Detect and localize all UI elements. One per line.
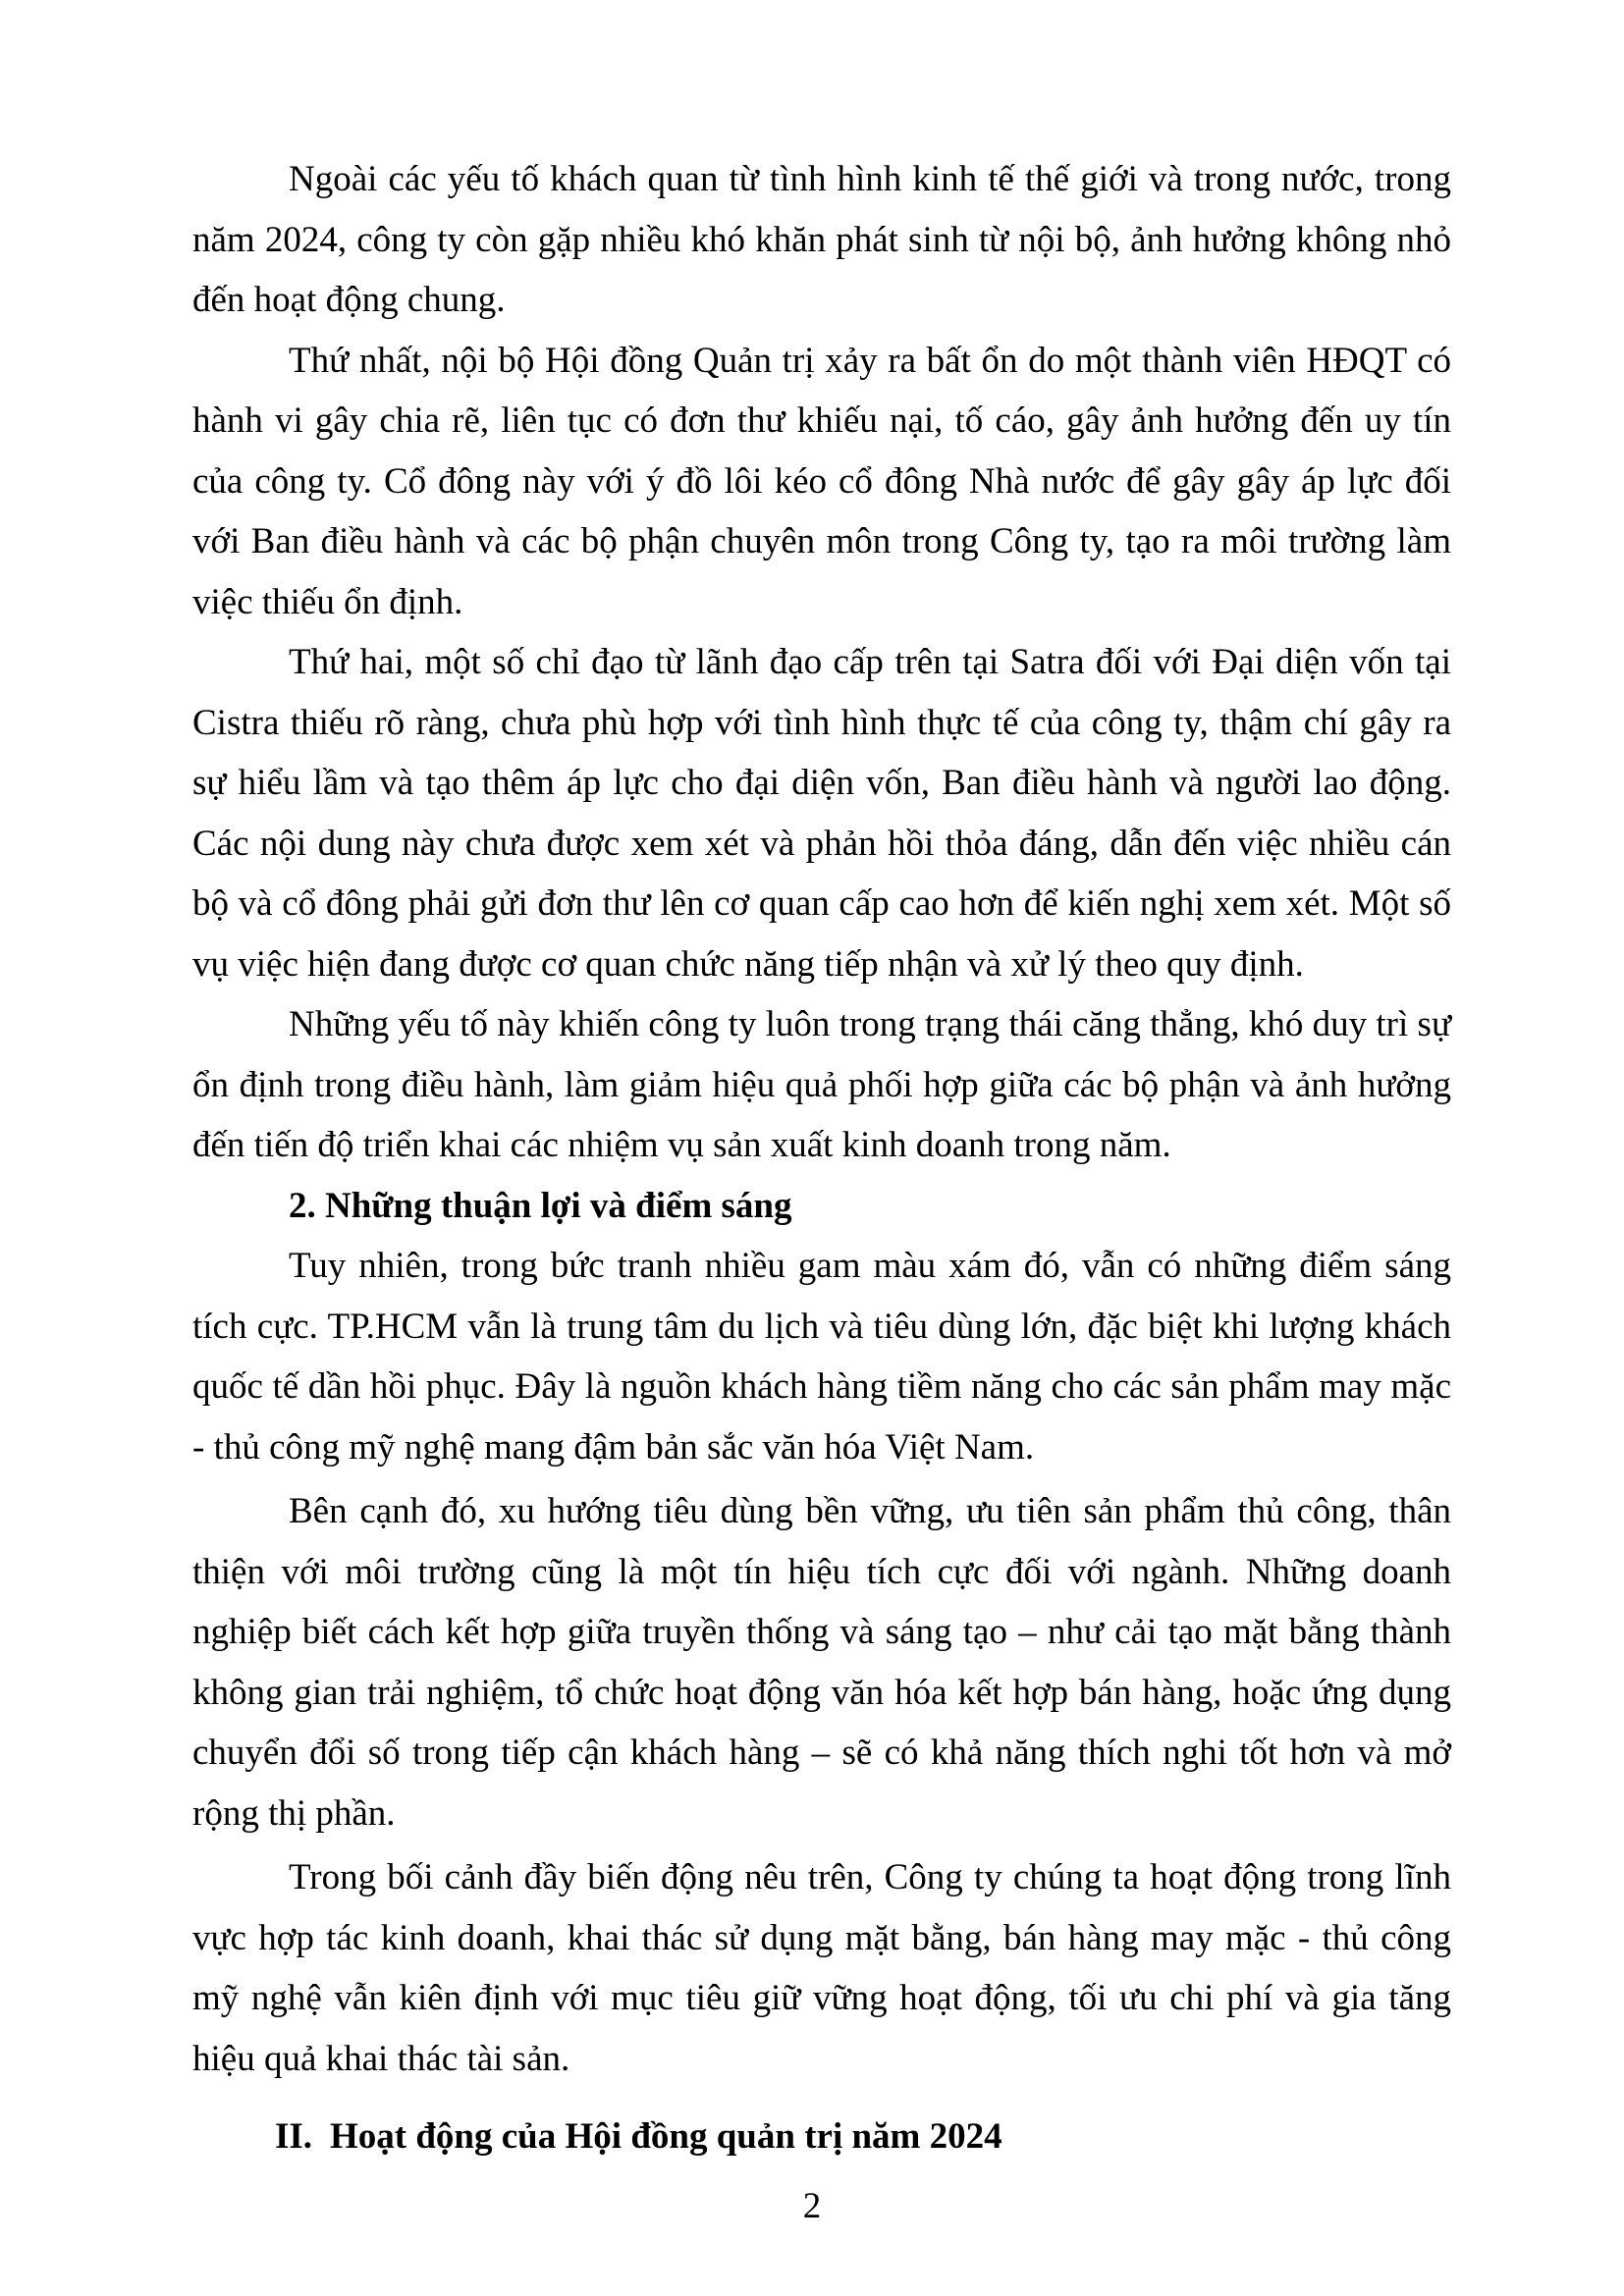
section-II-heading — [192, 2107, 1451, 2167]
document-page — [192, 149, 1451, 2167]
paragraph-company-direction: Trong bối cảnh đầy biến động nêu trên, Công ty chúng ta hoạt động trong lĩnh vực hợp tác kinh doanh, khai thác sử dụng mặt bằng, bán hàng may mặc - thủ công mỹ nghệ vẫn kiên định với mục tiêu giữ vững hoạt động, tối ưu chi phí và gia tăng hiệu quả khai thác tài sản. — [192, 1857, 1451, 2079]
paragraph-intro-context: Ngoài các yếu tố khách quan từ tình hình kinh tế thế giới và trong nước, trong năm 2024, công ty còn gặp nhiều khó khăn phát sinh từ nội bộ, ảnh hưởng không nhỏ đến hoạt động chung. — [192, 159, 1451, 320]
section-II-number: II. — [275, 2116, 313, 2157]
paragraph-sustainable-trend: Bên cạnh đó, xu hướng tiêu dùng bền vững, ưu tiên sản phẩm thủ công, thân thiện với môi trường cũng là một tín hiệu tích cực đối với ngành. Những doanh nghiệp biết cách kết hợp giữa truyền thống và sáng tạo – như cải tạo mặt bằng thành không gian trải nghiệm, tổ chức hoạt động văn hóa kết hợp bán hàng, hoặc ứng dụng chuyển đổi số trong tiếp cận khách hàng – sẽ có khả năng thích nghi tốt hơn và mở rộng thị phần. — [192, 1491, 1451, 1834]
page-number: 2 — [802, 2186, 822, 2226]
section-2-heading: 2. Những thuận lợi và điểm sáng — [289, 1185, 792, 1226]
section-II-title: Hoạt động của Hội đồng quản trị năm 2024 — [330, 2116, 1002, 2157]
paragraph-bright-spots: Tuy nhiên, trong bức tranh nhiều gam màu xám đó, vẫn có những điểm sáng tích cực. TP.HCM vẫn là trung tâm du lịch và tiêu dùng lớn, đặc biệt khi lượng khách quốc tế dần hồi phục. Đây là nguồn khách hàng tiềm năng cho các sản phẩm may mặc - thủ công mỹ nghệ mang đậm bản sắc văn hóa Việt Nam. — [192, 1246, 1451, 1468]
paragraph-second-issue: Thứ hai, một số chỉ đạo từ lãnh đạo cấp trên tại Satra đối với Đại diện vốn tại Cistra thiếu rõ ràng, chưa phù hợp với tình hình thực tế của công ty, thậm chí gây ra sự hiểu lầm và tạo thêm áp lực cho đại diện vốn, Ban điều hành và người lao động. Các nội dung này chưa được xem xét và phản hồi thỏa đáng, dẫn đến việc nhiều cán bộ và cổ đông phải gửi đơn thư lên cơ quan cấp cao hơn để kiến nghị xem xét. Một số vụ việc hiện đang được cơ quan chức năng tiếp nhận và xử lý theo quy định. — [192, 642, 1451, 985]
paragraph-first-issue: Thứ nhất, nội bộ Hội đồng Quản trị xảy ra bất ổn do một thành viên HĐQT có hành vi gây chia rẽ, liên tục có đơn thư khiếu nại, tố cáo, gây ảnh hưởng đến uy tín của công ty. Cổ đông này với ý đồ lôi kéo cổ đông Nhà nước để gây gây áp lực đối với Ban điều hành và các bộ phận chuyên môn trong Công ty, tạo ra môi trường làm việc thiếu ổn định. — [192, 340, 1451, 622]
paragraph-impact: Những yếu tố này khiến công ty luôn trong trạng thái căng thẳng, khó duy trì sự ổn định trong điều hành, làm giảm hiệu quả phối hợp giữa các bộ phận và ảnh hưởng đến tiến độ triển khai các nhiệm vụ sản xuất kinh doanh trong năm. — [192, 1004, 1451, 1165]
